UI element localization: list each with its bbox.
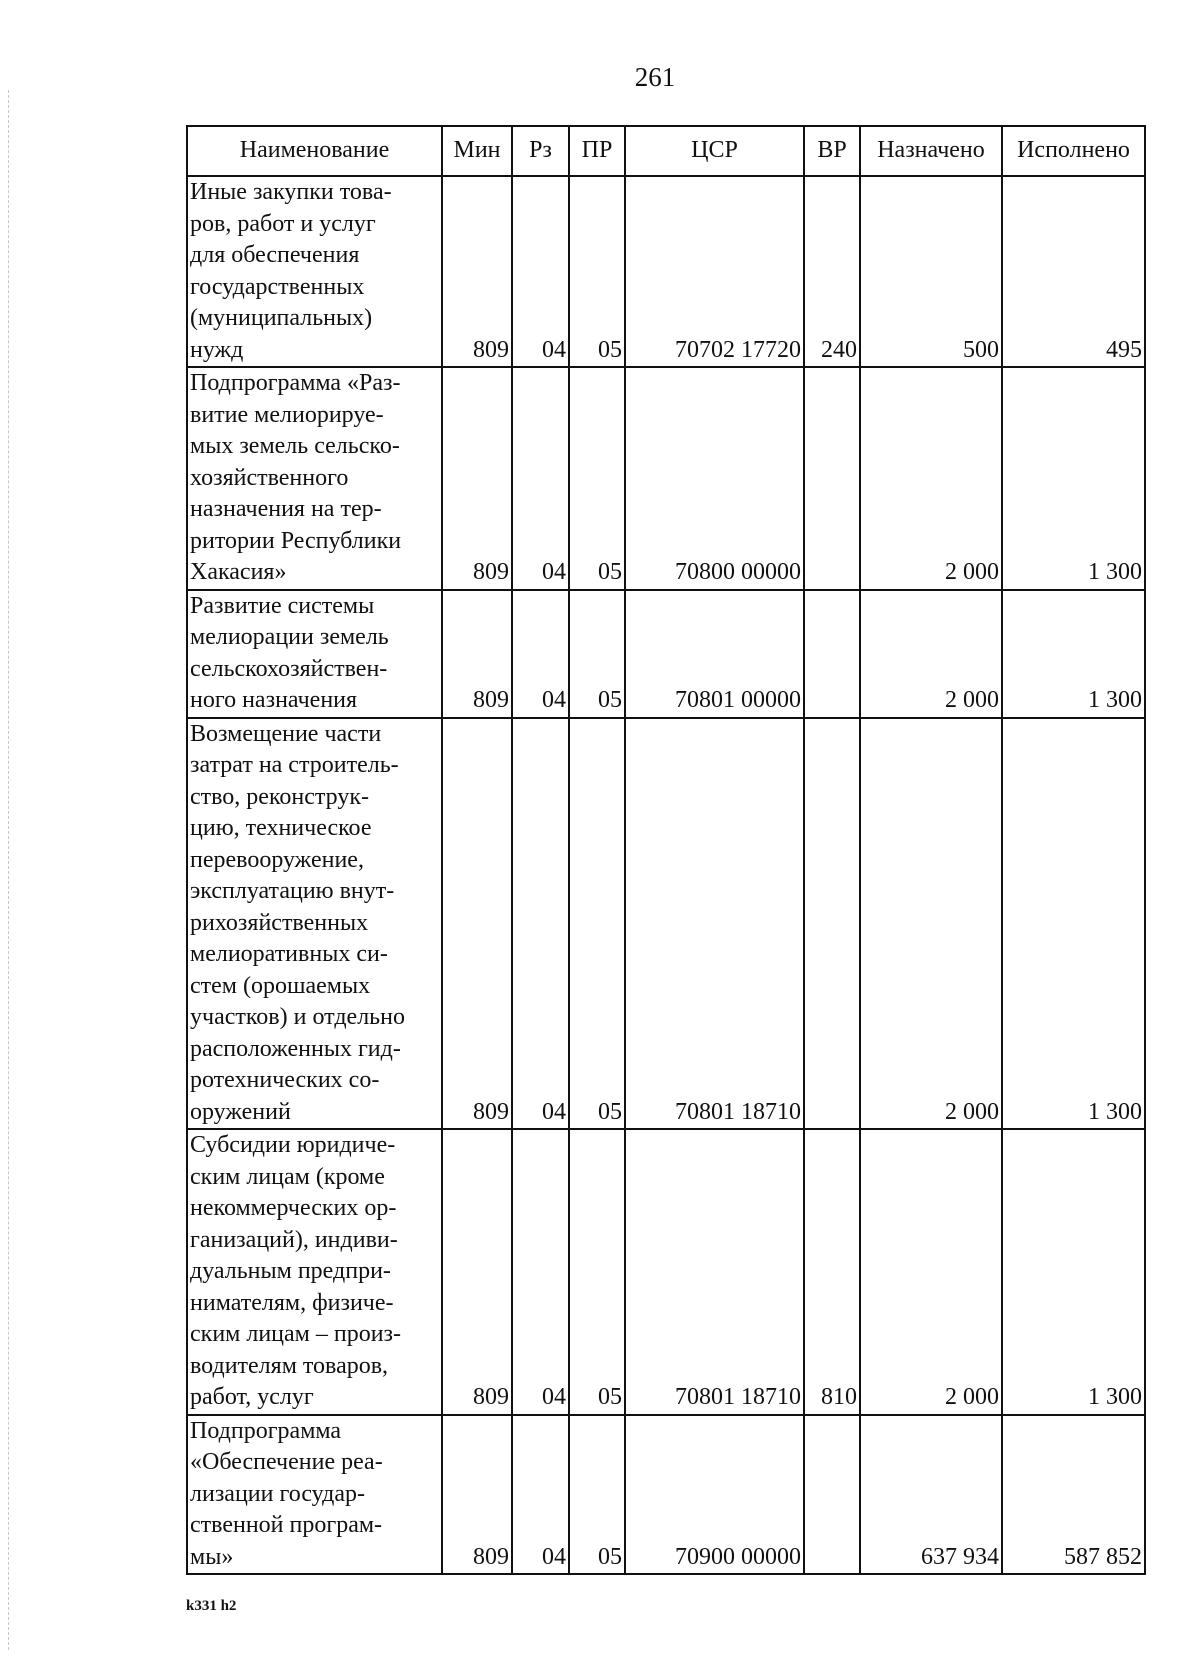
column-header-executed: Исполнено <box>1002 126 1145 176</box>
cell-assigned: 500 <box>860 176 1002 367</box>
cell-min: 809 <box>442 1415 512 1575</box>
cell-rz: 04 <box>512 718 569 1130</box>
cell-executed: 1 300 <box>1002 718 1145 1130</box>
cell-executed: 587 852 <box>1002 1415 1145 1575</box>
cell-name: Субсидии юридиче- ским лицам (кроме некоммерческих ор- ганизаций), индиви- дуальным предпри- нимателям, физиче- ским лицам – произ- водителям товаров, работ, услуг <box>187 1129 442 1415</box>
cell-assigned: 2 000 <box>860 1129 1002 1415</box>
cell-assigned: 637 934 <box>860 1415 1002 1575</box>
cell-name: Подпрограмма «Обеспечение реа- лизации государ- ственной програм- мы» <box>187 1415 442 1575</box>
table-row <box>187 176 1145 367</box>
cell-rz: 04 <box>512 367 569 590</box>
table-row <box>187 590 1145 718</box>
cell-min: 809 <box>442 590 512 718</box>
table-row <box>187 718 1145 1130</box>
cell-pr: 05 <box>569 1129 625 1415</box>
cell-pr: 05 <box>569 590 625 718</box>
cell-rz: 04 <box>512 1129 569 1415</box>
column-header-pr: ПР <box>569 126 625 176</box>
cell-executed: 1 300 <box>1002 1129 1145 1415</box>
scan-edge-artifact <box>8 90 9 1650</box>
cell-name: Возмещение части затрат на строитель- ство, реконструк- цию, техническое перевооружение, эксплуатацию внут- рихозяйственных мелиоративных си- стем (орошаемых участков) и отдельно расположенных гид- ротехнических со- оружений <box>187 718 442 1130</box>
column-header-csr: ЦСР <box>625 126 804 176</box>
cell-pr: 05 <box>569 1415 625 1575</box>
cell-name: Развитие системы мелиорации земель сельскохозяйствен- ного назначения <box>187 590 442 718</box>
cell-csr: 70801 18710 <box>625 718 804 1130</box>
cell-rz: 04 <box>512 176 569 367</box>
cell-vr: 810 <box>804 1129 860 1415</box>
cell-assigned: 2 000 <box>860 590 1002 718</box>
cell-vr <box>804 590 860 718</box>
table-row <box>187 1129 1145 1415</box>
cell-vr <box>804 367 860 590</box>
table-row <box>187 367 1145 590</box>
cell-csr: 70702 17720 <box>625 176 804 367</box>
column-header-rz: Рз <box>512 126 569 176</box>
column-header-min: Мин <box>442 126 512 176</box>
cell-min: 809 <box>442 176 512 367</box>
table-row <box>187 1415 1145 1575</box>
cell-vr <box>804 1415 860 1575</box>
cell-assigned: 2 000 <box>860 367 1002 590</box>
cell-pr: 05 <box>569 367 625 590</box>
cell-executed: 1 300 <box>1002 590 1145 718</box>
column-header-assigned: Назначено <box>860 126 1002 176</box>
cell-executed: 1 300 <box>1002 367 1145 590</box>
column-header-name: Наименование <box>187 126 442 176</box>
page-number: 261 <box>634 62 676 92</box>
cell-rz: 04 <box>512 590 569 718</box>
cell-pr: 05 <box>569 176 625 367</box>
cell-pr: 05 <box>569 718 625 1130</box>
cell-rz: 04 <box>512 1415 569 1575</box>
cell-csr: 70900 00000 <box>625 1415 804 1575</box>
cell-name: Иные закупки това- ров, работ и услуг для обеспечения государственных (муниципальных) нужд <box>187 176 442 367</box>
cell-min: 809 <box>442 367 512 590</box>
budget-table <box>186 125 1146 1575</box>
cell-csr: 70800 00000 <box>625 367 804 590</box>
cell-name: Подпрограмма «Раз- витие мелиорируе- мых земель сельско- хозяйственного назначения на тер- ритории Республики Хакасия» <box>187 367 442 590</box>
column-header-vr: ВР <box>804 126 860 176</box>
cell-vr: 240 <box>804 176 860 367</box>
cell-executed: 495 <box>1002 176 1145 367</box>
cell-assigned: 2 000 <box>860 718 1002 1130</box>
cell-min: 809 <box>442 718 512 1130</box>
cell-csr: 70801 00000 <box>625 590 804 718</box>
cell-min: 809 <box>442 1129 512 1415</box>
cell-vr <box>804 718 860 1130</box>
cell-csr: 70801 18710 <box>625 1129 804 1415</box>
table-header-row <box>187 126 1145 176</box>
footer-code: k331 h2 <box>186 1598 237 1614</box>
